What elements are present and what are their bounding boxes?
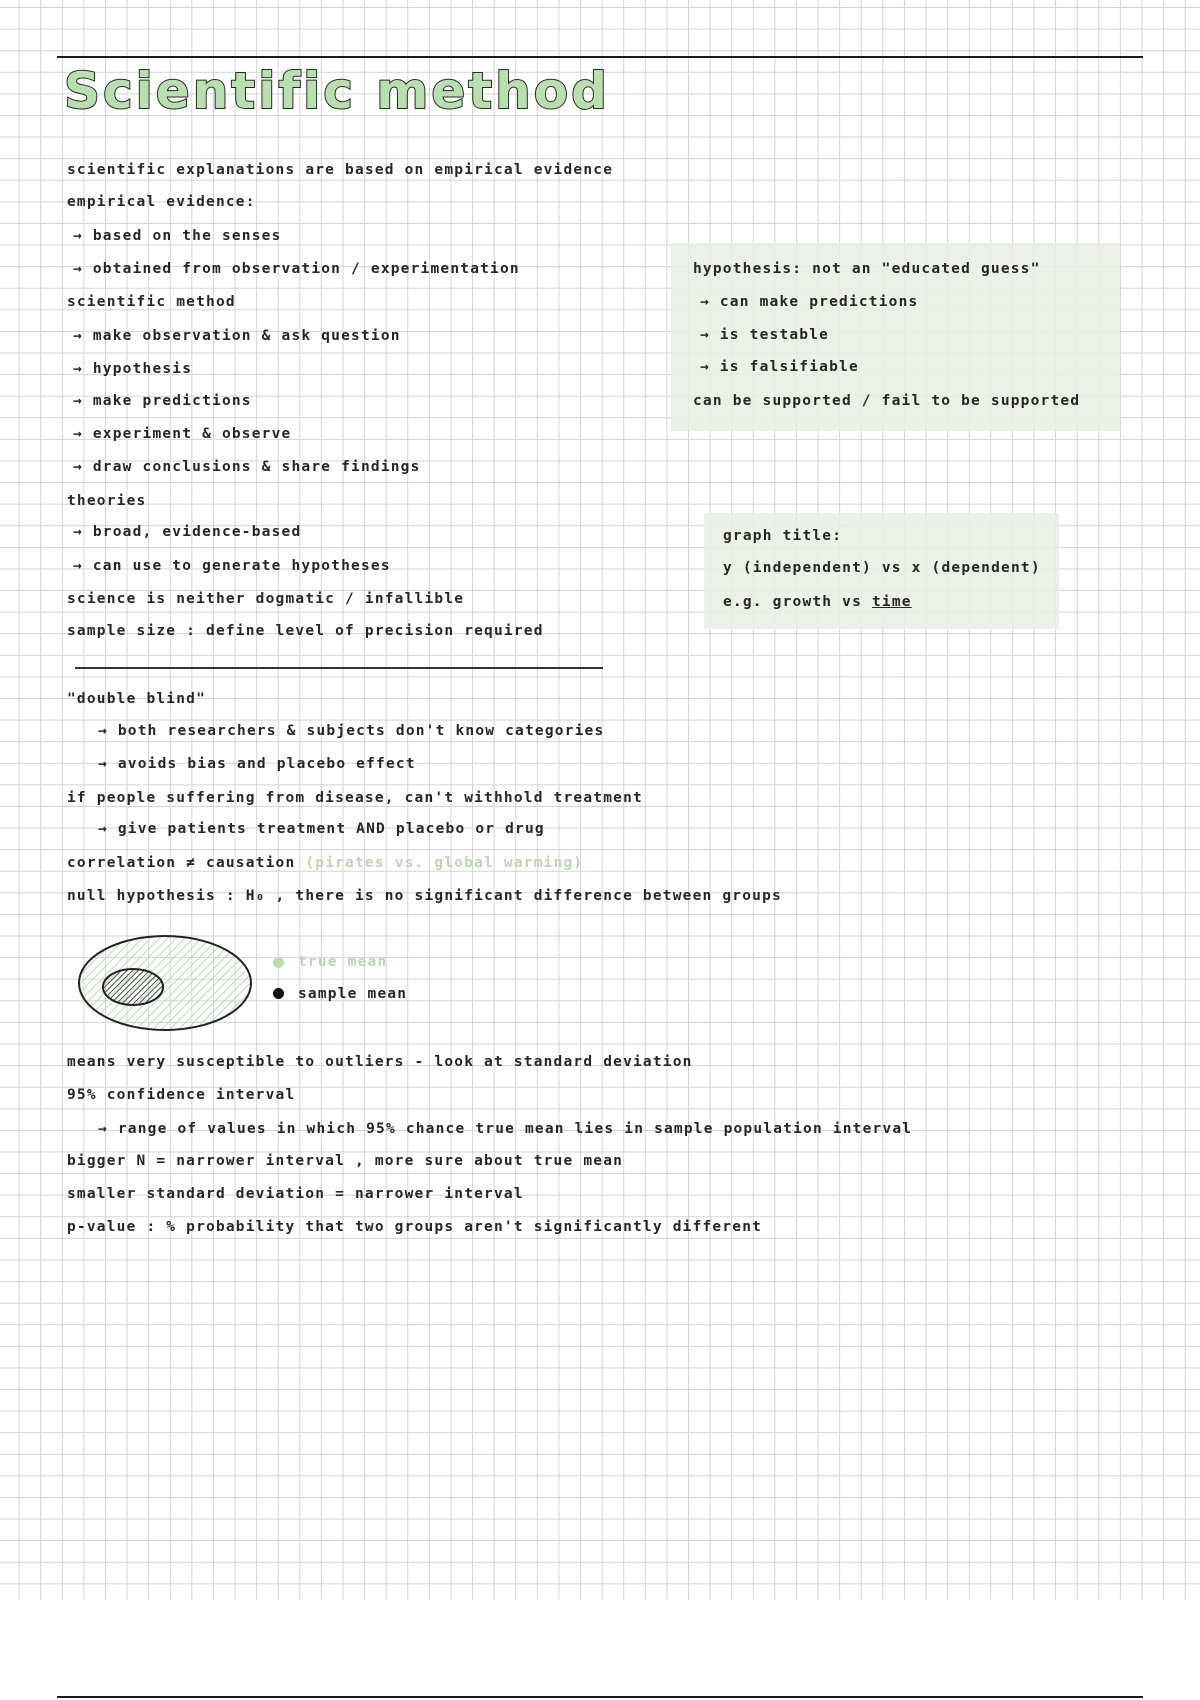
- graph-example-prefix: e.g. growth vs: [723, 594, 872, 610]
- legend-sample-mean: sample mean: [298, 986, 408, 1002]
- note-line: empirical evidence:: [67, 194, 256, 210]
- bottom-rule: [57, 1696, 1143, 1698]
- note-line: → can use to generate hypotheses: [73, 558, 391, 574]
- legend-true-mean: true mean: [298, 954, 388, 970]
- note-line: 95% confidence interval: [67, 1087, 296, 1103]
- graph-title-label: graph title:: [723, 528, 843, 544]
- note-line: bigger N = narrower interval , more sure about true mean: [67, 1153, 624, 1169]
- hypothesis-point: → can make predictions: [700, 294, 919, 310]
- note-line: → give patients treatment AND placebo or drug: [98, 821, 545, 837]
- note-line: → broad, evidence-based: [73, 524, 302, 540]
- note-line: → hypothesis: [73, 361, 193, 377]
- note-line: smaller standard deviation = narrower interval: [67, 1186, 524, 1202]
- note-line: null hypothesis : H₀ , there is no significant difference between groups: [67, 888, 782, 904]
- sample-mean-dot: [273, 988, 284, 999]
- correlation-text: correlation ≠ causation: [67, 855, 296, 871]
- graph-example-time: time: [871, 594, 912, 610]
- hypothesis-point: → is testable: [700, 327, 830, 343]
- note-line: scientific explanations are based on empirical evidence: [67, 162, 614, 178]
- note-line: sample size : define level of precision required: [67, 623, 544, 639]
- pirates-note: (pirates vs. global warming): [305, 855, 584, 871]
- sample-mean-ellipse: [103, 969, 163, 1005]
- note-line: → both researchers & subjects don't know categories: [98, 723, 605, 739]
- note-line: → obtained from observation / experimentation: [73, 261, 520, 277]
- note-line: → based on the senses: [73, 228, 282, 244]
- note-line: means very susceptible to outliers - look at standard deviation: [67, 1054, 693, 1070]
- note-line: → range of values in which 95% chance true mean lies in sample population interval: [98, 1121, 913, 1137]
- hypothesis-heading: hypothesis: not an "educated guess": [693, 261, 1041, 277]
- note-line: → experiment & observe: [73, 426, 292, 442]
- note-line: → draw conclusions & share findings: [73, 459, 421, 475]
- top-rule: [57, 56, 1143, 58]
- mean-diagram: [70, 925, 260, 1035]
- note-line: → make observation & ask question: [73, 328, 401, 344]
- true-mean-dot: [273, 957, 284, 968]
- note-line: → avoids bias and placebo effect: [98, 756, 416, 772]
- note-line: [67, 853, 583, 873]
- graph-axes-line: y (independent) vs x (dependent): [723, 560, 1041, 576]
- section-divider: [75, 667, 603, 669]
- note-line: scientific method: [67, 294, 236, 310]
- hypothesis-point: can be supported / fail to be supported: [693, 393, 1081, 409]
- note-line: → make predictions: [73, 393, 252, 409]
- hypothesis-point: → is falsifiable: [700, 359, 859, 375]
- note-line: "double blind": [67, 691, 207, 707]
- graph-example-line: [723, 592, 912, 612]
- note-line: theories: [67, 493, 147, 509]
- note-line: science is neither dogmatic / infallible: [67, 591, 465, 607]
- page-title: Scientific method: [64, 62, 610, 120]
- note-line: p-value : % probability that two groups aren't significantly different: [67, 1219, 763, 1235]
- note-line: if people suffering from disease, can't withhold treatment: [67, 790, 643, 806]
